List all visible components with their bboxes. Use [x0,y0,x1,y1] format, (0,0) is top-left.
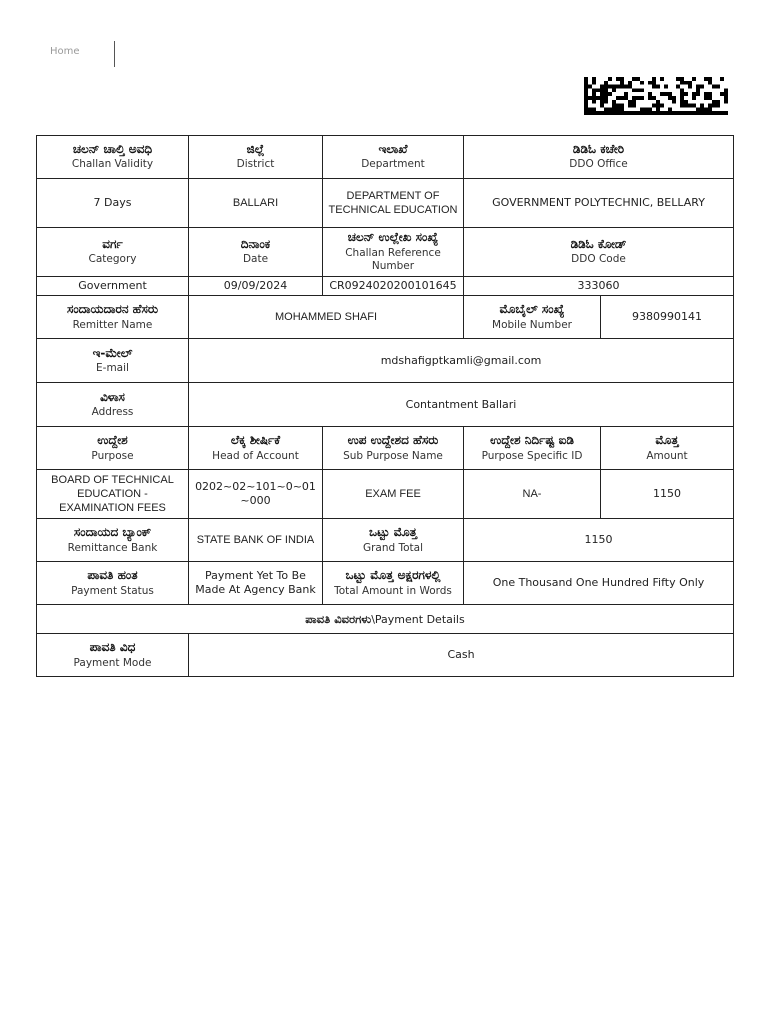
department-header: ಇಲಾಖೆ Department [323,136,464,179]
purpose-header: ಉದ್ದೇಶ Purpose [37,427,189,470]
challan-ref-header: ಚಲನ್ ಉಲ್ಲೇಖ ಸಂಖ್ಯೆ Challan Reference Number [323,228,464,277]
sub-purpose-value: EXAM FEE [323,470,464,519]
header-row-1 [37,136,734,179]
home-link[interactable]: Home [50,46,80,57]
category-value: Government [37,276,189,295]
email-label: ಇ-ಮೇಲ್ E-mail [37,339,189,383]
mobile-number-label: ಮೊಬೈಲ್ ಸಂಖ್ಯೆ Mobile Number [464,296,601,339]
amount-in-words-label: ಒಟ್ಟು ಮೊತ್ತ ಅಕ್ಷರಗಳಲ್ಲಿ Total Amount in Words [323,562,464,605]
ddo-office-header: ಡಿಡಿಓ ಕಚೇರಿ DDO Office [464,136,734,179]
payment-mode-label: ಪಾವತಿ ವಿಧ Payment Mode [37,634,189,677]
validity-value: 7 Days [37,179,189,228]
grand-total-value: 1150 [464,519,734,562]
purpose-id-value: NA- [464,470,601,519]
remittance-bank-label: ಸಂದಾಯದ ಬ್ಯಾಂಕ್ Remittance Bank [37,519,189,562]
remittance-bank-value: STATE BANK OF INDIA [189,519,323,562]
remitter-name-value: MOHAMMED SHAFI [189,296,464,339]
head-of-account-value: 0202~02~101~0~01~000 [189,470,323,519]
date-value: 09/09/2024 [189,276,323,295]
amount-header: ಮೊತ್ತ Amount [601,427,734,470]
barcode-image [584,77,728,115]
header-row-3 [37,427,734,470]
data-row-1 [37,179,734,228]
department-value: DEPARTMENT OF TECHNICAL EDUCATION [323,179,464,228]
nav-divider [114,41,115,67]
ddo-code-value: 333060 [464,276,734,295]
remitter-name-label: ಸಂದಾಯದಾರನ ಹೆಸರು Remitter Name [37,296,189,339]
date-header: ದಿನಾಂಕ Date [189,228,323,277]
payment-details-row [37,605,734,634]
payment-mode-value: Cash [189,634,734,677]
ddo-code-header: ಡಿಡಿಓ ಕೋಡ್ DDO Code [464,228,734,277]
payment-status-label: ಪಾವತಿ ಹಂತ Payment Status [37,562,189,605]
amount-value: 1150 [601,470,734,519]
data-row-3 [37,470,734,519]
payment-status-value: Payment Yet To Be Made At Agency Bank [189,562,323,605]
ddo-office-value: GOVERNMENT POLYTECHNIC, BELLARY [464,179,734,228]
payment-details-heading: ಪಾವತಿ ವಿವರಗಳು\Payment Details [37,605,734,634]
data-row-2 [37,276,734,295]
amount-in-words-value: One Thousand One Hundred Fifty Only [464,562,734,605]
challan-validity-header: ಚಲನ್ ಚಾಲ್ತಿ ಅವಧಿ Challan Validity [37,136,189,179]
email-value: mdshafigptkamli@gmail.com [189,339,734,383]
sub-purpose-header: ಉಪ ಉದ್ದೇಶದ ಹೆಸರು Sub Purpose Name [323,427,464,470]
challan-table [36,135,734,677]
status-row [37,562,734,605]
category-header: ವರ್ಗ Category [37,228,189,277]
challan-ref-value: CR0924020200101645 [323,276,464,295]
mobile-number-value: 9380990141 [601,296,734,339]
district-value: BALLARI [189,179,323,228]
address-row [37,383,734,427]
head-of-account-header: ಲೆಕ್ಕ ಶೀರ್ಷಿಕೆ Head of Account [189,427,323,470]
email-row [37,339,734,383]
payment-mode-row [37,634,734,677]
address-value: Contantment Ballari [189,383,734,427]
purpose-id-header: ಉದ್ದೇಶ ನಿರ್ದಿಷ್ಟ ಐಡಿ Purpose Specific ID [464,427,601,470]
grand-total-label: ಒಟ್ಟು ಮೊತ್ತ Grand Total [323,519,464,562]
address-label: ವಿಳಾಸ Address [37,383,189,427]
header-row-2 [37,228,734,277]
district-header: ಜಿಲ್ಲೆ District [189,136,323,179]
purpose-value: BOARD OF TECHNICAL EDUCATION - EXAMINATION FEES [37,470,189,519]
bank-row [37,519,734,562]
remitter-row [37,296,734,339]
